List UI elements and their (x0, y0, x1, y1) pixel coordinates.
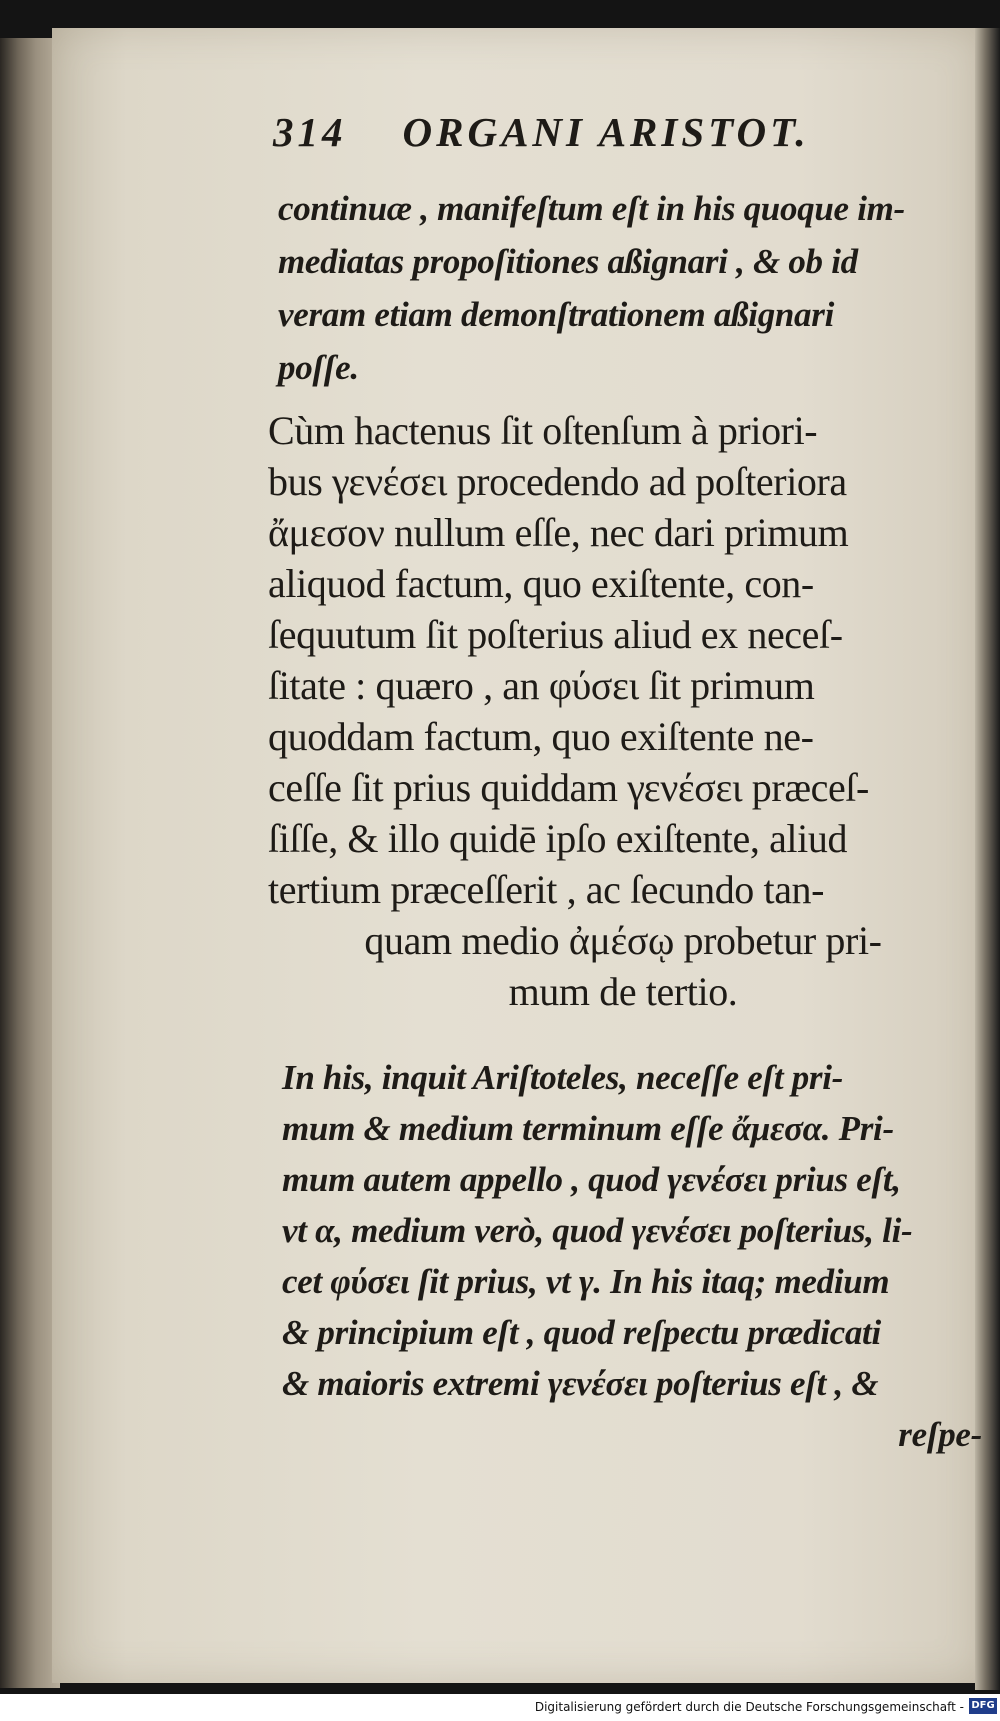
page-number: 314 (273, 109, 347, 155)
text-line: In his, inquit Ariſtoteles, neceſſe eſt pri- (282, 1058, 844, 1097)
text-line: ἄμεσον nullum eſſe, nec dari primum (268, 510, 849, 555)
text-line: mum de tertio. (508, 969, 738, 1014)
text-line: veram etiam demonſtrationem aßignari (278, 295, 835, 334)
text-line: vt α, medium verò, quod γενέσει poſterius, li- (282, 1211, 913, 1250)
text-line: & maioris extremi γενέσει poſterius eſt , & (282, 1364, 879, 1403)
text-line: quoddam factum, quo exiſtente ne- (268, 714, 814, 759)
text-line: cet φύσει ſit prius, vt γ. In his itaq; medium (282, 1262, 890, 1301)
italic-paragraph-top (278, 182, 975, 394)
text-line: ſequutum ſit poſterius aliud ex neceſ- (268, 612, 843, 657)
roman-paragraph (268, 405, 978, 1017)
text-line: aliquod factum, quo exiſtente, con- (268, 561, 814, 606)
text-line: poſſe. (278, 348, 359, 387)
text-line: ſiſſe, & illo quidē ipſo exiſtente, aliud (268, 816, 848, 861)
text-line: quam medio ἀμέσῳ probetur pri- (364, 918, 882, 963)
digitization-footer (0, 1694, 1000, 1721)
text-line: mediatas propoſitiones aßignari , & ob id (278, 242, 858, 281)
text-line: mum autem appello , quod γενέσει prius eſt, (282, 1160, 901, 1199)
left-page-edge (0, 38, 60, 1688)
text-line: bus γενέσει procedendo ad poſteriora (268, 459, 847, 504)
running-title: ORGANI ARISTOT. (402, 109, 810, 155)
text-line: ceſſe ſit prius quiddam γενέσει præceſ- (268, 765, 869, 810)
text-line: & principium eſt , quod reſpectu prædicati (282, 1313, 881, 1352)
dfg-logo: DFG (969, 1698, 997, 1714)
text-line: Cùm hactenus ſit oſtenſum à priori- (268, 408, 818, 453)
italic-paragraph-bottom (282, 1052, 982, 1460)
text-line: mum & medium terminum eſſe ἄμεσα. Pri- (282, 1109, 894, 1148)
text-line: ſitate : quæro , an φύσει ſit primum (268, 663, 815, 708)
text-line: tertium præceſſerit , ac ſecundo tan- (268, 867, 825, 912)
catchword: reſpe- (898, 1415, 982, 1454)
funding-notice: Digitalisierung gefördert durch die Deutsche Forschungsgemeinschaft - (534, 1700, 964, 1714)
running-head (273, 108, 953, 156)
text-line: continuæ , manifeſtum eſt in his quoque im- (278, 189, 905, 228)
